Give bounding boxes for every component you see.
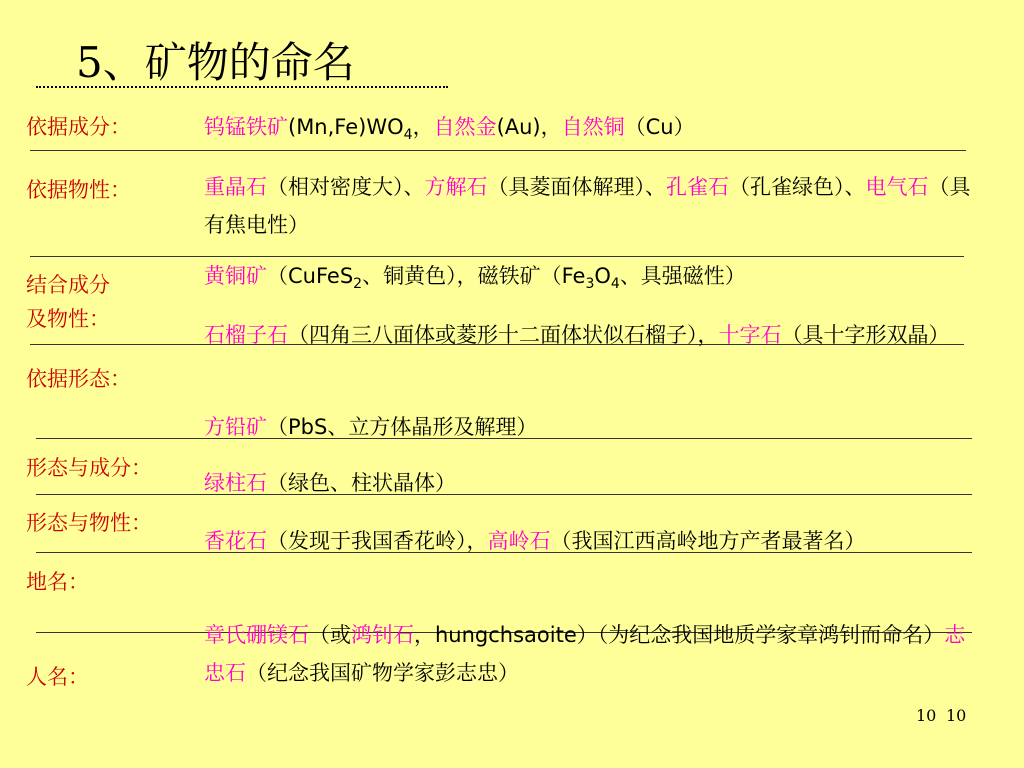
subscript: 3 [585,276,595,293]
title-underline [36,86,448,88]
row-separator [30,150,966,151]
mineral-name: 鸿钊石 [351,623,414,647]
text: （具菱面体解理）、 [487,175,666,199]
label-form-prop: 形态与物性： [26,511,152,535]
text: （四角三八面体或菱形十二面体状似石榴子）， [288,323,719,347]
text: （PbS、立方体晶形及解理） [267,415,538,439]
slide-title: 5、矿物的命名 [76,38,355,87]
mineral-name: 孔雀石 [666,175,729,199]
row-form-comp [204,464,984,502]
text: （孔雀绿色）、 [729,175,866,199]
mineral-name: 自然金 [433,115,497,139]
row-separator [36,494,972,495]
row-place [204,522,984,560]
mineral-name: 石榴子石 [204,323,288,347]
subscript: 2 [353,276,363,293]
mineral-name: 电气石 [865,175,929,199]
row-comp-prop [204,257,1004,295]
text: （发现于我国香花岭）， [267,529,488,553]
label-form: 依据形态： [26,367,131,391]
text: ， [412,115,434,139]
formula: (Mn,Fe)WO [288,115,404,139]
text: （相对密度大）、 [267,175,425,199]
row-property [204,168,984,244]
subscript: 4 [610,276,620,293]
label-person: 人名： [26,665,89,689]
text: ，hungchsaoite）（为纪念我国地质学家章鸿钊而命名） [414,623,945,647]
text: （绿色、柱状晶体） [267,471,456,495]
row-form-extra [204,408,984,446]
label-comp-prop-line1: 结合成分 [26,273,110,297]
mineral-name: 绿柱石 [204,471,267,495]
label-composition: 依据成分： [26,115,131,139]
subscript: 4 [403,127,413,144]
text: O [594,264,611,288]
mineral-name: 章氏硼镁石 [204,623,309,647]
text: （Fe [540,264,586,288]
mineral-name: 重晶石 [204,175,267,199]
text: （我国江西高岭地方产者最著名） [550,529,866,553]
row-form [204,316,984,354]
mineral-name: 方铅矿 [204,415,267,439]
mineral-name: 钨锰铁矿 [204,115,288,139]
label-comp-prop-line2: 及物性： [26,307,110,331]
row-composition [204,108,984,146]
mineral-name: 方解石 [424,175,488,199]
page-number: 10 [916,706,937,725]
row-separator [36,438,972,439]
text: （具有焦电性） [204,175,971,237]
text: 、铜黄色）， [362,264,478,288]
text: （CuFeS [267,264,354,288]
formula: (Au)， [496,115,562,139]
mineral-name: 黄铜矿 [204,264,267,288]
mineral-name: 高岭石 [487,529,551,553]
mineral-name: 磁铁矿 [477,264,541,288]
page-number: 10 [946,706,967,725]
label-form-comp: 形态与成分： [26,456,152,480]
row-person [204,616,984,692]
text: （或 [309,623,351,647]
text: （纪念我国矿物学家彭志忠） [246,661,519,685]
text: （具十字形双晶） [781,323,950,347]
mineral-name: 志忠石 [204,623,966,685]
mineral-name: 十字石 [718,323,782,347]
text: 、具强磁性） [619,264,746,288]
mineral-name: 自然铜 [561,115,625,139]
label-property: 依据物性： [26,178,131,202]
mineral-name: 香花石 [204,529,267,553]
formula: （Cu） [624,115,695,139]
label-place: 地名： [26,570,89,594]
